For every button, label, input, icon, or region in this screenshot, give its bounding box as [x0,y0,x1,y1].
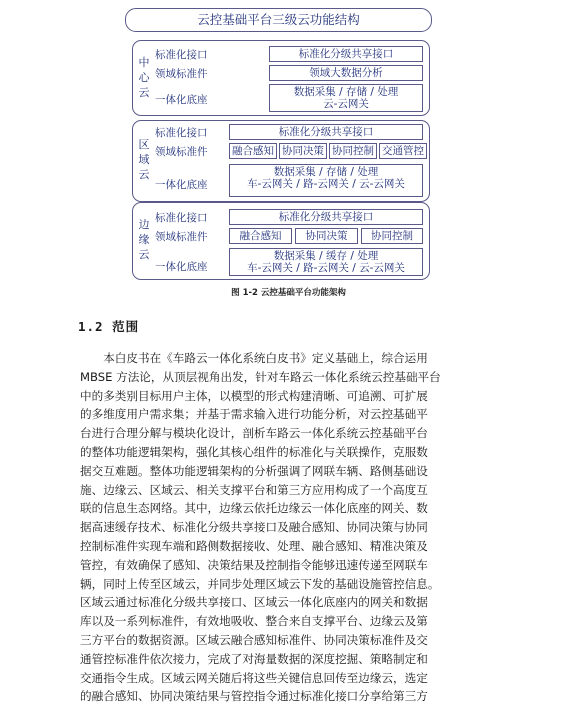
row-label: 标准化接口 [155,49,208,61]
paragraph-line: 控制标准件实现车端和路侧数据接收、处理、融合感知、精准决策及 [80,538,428,553]
paragraph-line: 据交互难题。整体功能逻辑架构的分析强调了网联车辆、路侧基础设 [80,463,428,478]
row-label: 一体化底座 [155,179,208,191]
paragraph-line: 区域云通过标准化分级共享接口、区域云一体化底座内的网关和数据 [80,595,428,610]
section-title: 范围 [112,319,140,334]
domain-box: 融合感知 [229,228,292,244]
paragraph-line: 台进行合理分解与模块化设计，剖析车路云一体化系统云控基础平台 [80,426,428,441]
row-label: 标准化接口 [155,212,208,224]
base-line-1: 数据采集 / 存储 / 处理 [293,86,399,98]
interface-box: 标准化分级共享接口 [269,46,423,62]
row-label: 领域标准件 [155,146,208,158]
paragraph-line: 的整体功能逻辑架构，强化其核心组件的标准化与关联操作，克服数 [80,444,428,459]
domain-box: 协同决策 [279,143,327,159]
row-label: 领域标准件 [155,231,208,243]
body-paragraph [80,349,494,706]
paragraph-line: 的融合感知、协同决策结果与管控指令通过标准化接口分享给第三方 [80,689,428,704]
paragraph-line: MBSE 方法论，从顶层视角出发，针对车路云一体化系统云控基础平台 [80,369,441,384]
paragraph-line: 中的多类别目标用户主体，以模型的形式构建清晰、可追溯、可扩展 [80,388,428,403]
paragraph-line: 三方平台的数据资源。区域云融合感知标准件、协同决策标准件及交 [80,632,428,647]
base-line-2: 云-云网关 [323,98,369,110]
domain-box: 协同控制 [329,143,377,159]
base-line-2: 车-云网关 / 路-云网关 / 云-云网关 [247,178,405,190]
diagram-title: 云控基础平台三级云功能结构 [125,8,432,32]
figure-caption: 图 1-2 云控基础平台功能架构 [231,288,346,298]
paragraph-line: 通管控标准件依次接力，完成了对海量数据的深度挖掘、策略制定和 [80,651,428,666]
paragraph-line: 的多维度用户需求集；并基于需求输入进行功能分析，对云控基础平 [80,407,428,422]
base-line-1: 数据采集 / 缓存 / 处理 [273,250,379,262]
tier-regional-cloud [132,120,430,202]
paragraph-line: 管控，有效确保了感知、决策结果及控制指令能够迅速传递至网联车 [80,557,428,572]
tier-edge-cloud [132,202,430,280]
tier-name-center: 中 心 云 [138,56,150,99]
paragraph-line: 辆，同时上传至区域云，并同步处理区域云下发的基础设施管控信息。 [80,576,440,591]
interface-box: 标准化分级共享接口 [229,124,423,140]
domain-box: 协同控制 [361,228,423,244]
base-box [229,164,423,197]
row-label: 一体化底座 [155,261,208,273]
row-label: 一体化底座 [155,94,208,106]
interface-box: 标准化分级共享接口 [229,209,423,225]
tier-name-edge: 边 缘 云 [138,218,150,261]
tier-name-regional: 区 域 云 [138,138,150,181]
paragraph-line: 本白皮书在《车路云一体化系统白皮书》定义基础上，综合运用 [103,351,428,365]
paragraph-line: 库以及一系列标准件，有效地吸收、整合来自支撑平台、边缘云及第 [80,614,428,629]
base-line-1: 数据采集 / 存储 / 处理 [273,166,379,178]
row-label: 标准化接口 [155,127,208,139]
domain-box: 协同决策 [295,228,358,244]
paragraph-line: 施、边缘云、区域云、相关支撑平台和第三方应用构成了一个高度互 [80,482,428,497]
domain-box: 领域大数据分析 [269,65,423,81]
paragraph-line: 交通指令生成。区域云网关随后将这些关键信息回传至边缘云，选定 [80,670,428,685]
domain-box: 交通管控 [379,143,427,159]
paragraph-line: 联的信息生态网络。其中，边缘云依托边缘云一体化底座的网关、数 [80,501,428,516]
base-box [269,84,423,112]
architecture-diagram [122,8,436,278]
base-line-2: 车-云网关 / 路-云网关 / 云-云网关 [247,262,405,274]
base-box [229,248,423,276]
tier-center-cloud [132,40,430,116]
row-label: 领域标准件 [155,68,208,80]
section-heading [78,317,139,335]
section-number: 1.2 [78,319,104,334]
paragraph-line: 据高速缓存技术、标准化分级共享接口及融合感知、协同决策与协同 [80,520,428,535]
domain-box: 融合感知 [229,143,277,159]
